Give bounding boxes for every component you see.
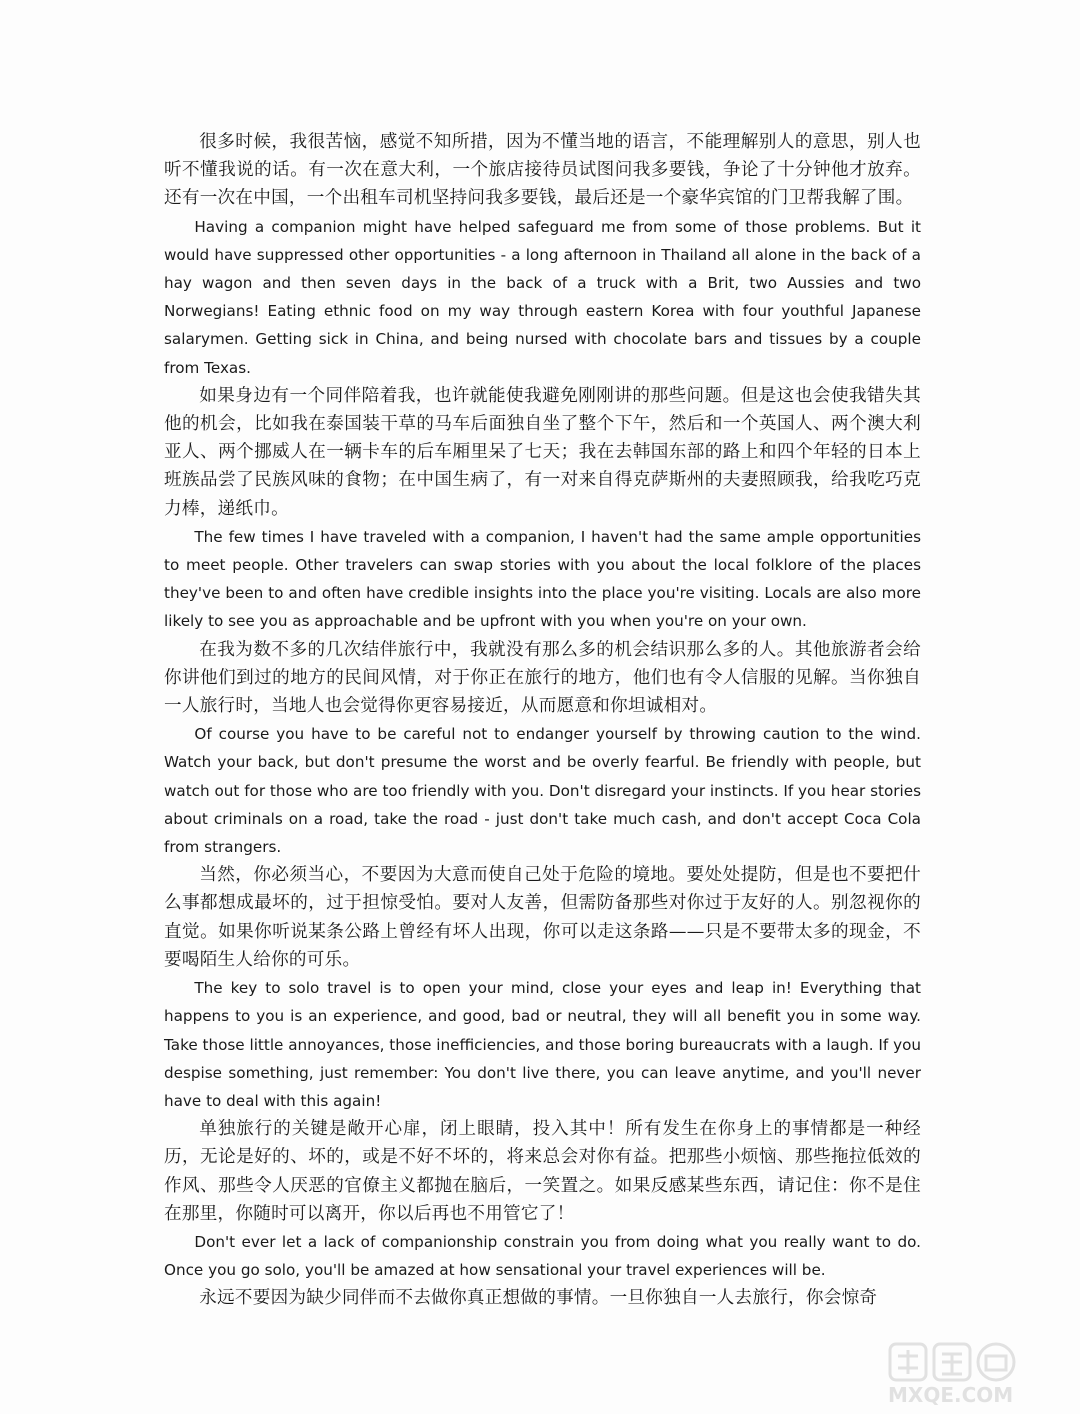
paragraph-en-3: Of course you have to be careful not to endanger yourself by throwing caution to the wind. Watch your back, but don't presume the worst and be overly fearful. Be friendly with people, but watch out for those who are too friendly with you. Don't disregard your instincts. If you hear stories about criminals on a road, take the road - just don't take much cash, and don't accept Coca Cola from strangers. — [164, 725, 921, 857]
article-body — [164, 128, 921, 1313]
paragraph-zh-4: 当然，你必须当心，不要因为大意而使自己处于危险的境地。要处处提防，但是也不要把什么事都想成最坏的，过于担惊受怕。要对人友善，但需防备那些对你过于友好的人。别忽视你的直觉。如果你听说某条公路上曾经有坏人出现，你可以走这条路——只是不要带太多的现金，不要喝陌生人给你的可乐。 — [164, 865, 921, 970]
paragraph-zh-3: 在我为数不多的几次结伴旅行中，我就没有那么多的机会结识那么多的人。其他旅游者会给你讲他们到过的地方的民间风情，对于你正在旅行的地方，他们也有令人信服的见解。当你独自一人旅行时，当地人也会觉得你更容易接近，从而愿意和你坦诚相对。 — [164, 639, 921, 717]
paragraph-en-4: The key to solo travel is to open your mind, close your eyes and leap in! Everything that happens to you is an experience, and good, bad or neutral, they will all benefit you in some way. Take those little annoyances, those inefficiencies, and those boring bureaucrats with a laugh. If you despise something, just remember: You don't live there, you can leave anytime, and you'll never have to deal with this again! — [164, 979, 921, 1110]
paragraph-zh-5: 单独旅行的关键是敞开心扉，闭上眼睛，投入其中！所有发生在你身上的事情都是一种经历，无论是好的、坏的，或是不好不坏的，将来总会对你有益。把那些小烦恼、那些拖拉低效的作风、那些令人厌恶的官僚主义都抛在脑后，一笑置之。如果反感某些东西，请记住：你不是住在那里，你随时可以离开，你以后再也不用管它了！ — [164, 1119, 921, 1224]
paragraph-zh-1: 很多时候，我很苦恼，感觉不知所措，因为不懂当地的语言，不能理解别人的意思，别人也听不懂我说的话。有一次在意大利，一个旅店接待员试图问我多要钱，争论了十分钟他才放弃。还有一次在中国，一个出租车司机坚持问我多要钱，最后还是一个豪华宾馆的门卫帮我解了围。 — [164, 132, 921, 209]
site-watermark — [872, 1338, 1072, 1408]
paragraph-en-2: The few times I have traveled with a companion, I haven't had the same ample opportunities to meet people. Other travelers can swap stories with you about the local folklore of the places they've been to and often have credible insights into the place you're visiting. Locals are also more likely to see you as approachable and be upfront with you when you're on your own. — [164, 527, 921, 631]
paragraph-en-5: Don't ever let a lack of companionship constrain you from doing what you really want to do. Once you go solo, you'll be amazed at how sensational your travel experiences will be. — [164, 1232, 921, 1280]
paragraph-en-1: Having a companion might have helped safeguard me from some of those problems. But it would have suppressed other opportunities - a long afternoon in Thailand all alone in the back of a hay wagon and then seven days in the back of a truck with a Brit, two Aussies and two Norwegians! Eating ethnic food on my way through eastern Korea with four youthful Japanese salarymen. Getting sick in China, and being nursed with chocolate bars and tissues by a couple from Texas. — [164, 217, 921, 377]
watermark-logo-icon — [872, 1338, 1072, 1408]
paragraph-zh-2: 如果身边有一个同伴陪着我，也许就能使我避免刚刚讲的那些问题。但是这也会使我错失其他的机会，比如我在泰国装干草的马车后面独自坐了整个下午，然后和一个英国人、两个澳大利亚人、两个挪威人在一辆卡车的后车厢里呆了七天；我在去韩国东部的路上和四个年轻的日本上班族品尝了民族风味的食物；在中国生病了，有一对来自得克萨斯州的夫妻照顾我，给我吃巧克力棒，递纸巾。 — [164, 385, 921, 519]
paragraph-zh-6: 永远不要因为缺少同伴而不去做你真正想做的事情。一旦你独自一人去旅行，你会惊奇 — [199, 1288, 878, 1309]
watermark-url: MXQE.COM — [888, 1383, 1014, 1407]
